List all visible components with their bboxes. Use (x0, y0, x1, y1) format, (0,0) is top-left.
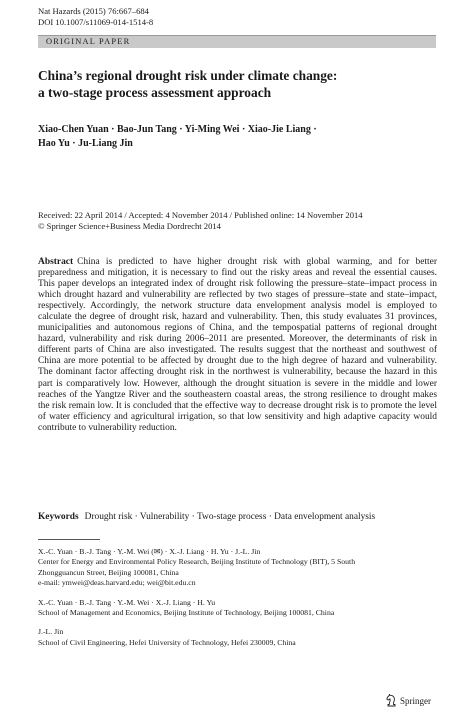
journal-meta (38, 6, 153, 28)
abstract-text: China is predicted to have higher drought risk with global warming, and for better preparedness and mitigation, it is necessary to find out the risky areas and reveal the essential causes. This paper develops an integrated index of drought risk following the pressure–state–impact process in which drought hazard and vulnerability are reflected by two stages of pressure–state and state–impact, respectively. Accordingly, the network structure data envelopment analysis model is employed to calculate the degree of drought risk, hazard and vulnerability. Then, this study evaluates 31 provinces, municipalities and autonomous regions of China, and the tempospatial patterns of regional drought hazard, vulnerability and risk during 2006–2011 are presented. Moreover, the determinants of risk in different parts of China are also investigated. The results suggest that the northeast and southwest of China are more potential to be affected by drought due to the high degree of hazard and vulnerability. The dominant factor affecting drought risk in the northwest is vulnerability, because the hazard in this part is comparatively low. However, although the drought situation is severe in the middle and lower reaches of the Yangtze River and the southeastern coastal areas, the strong resilience to drought makes the risk remain low. It is concluded that the effective way to decrease drought risk is to promote the level of water efficiency and agricultural irrigation, so that low sensitivity and high adaptive capacity would contribute to vulnerability reduction. (38, 257, 437, 433)
footnote-divider (38, 539, 100, 540)
springer-wordmark: Springer (400, 695, 431, 706)
received-accepted-line: Received: 22 April 2014 / Accepted: 4 November 2014 / Published online: 14 November 2014 (38, 210, 363, 220)
title-line: China’s regional drought risk under climate change: (38, 68, 338, 83)
affiliation-line: X.-C. Yuan · B.-J. Tang · Y.-M. Wei (✉) · X.-J. Liang · H. Yu · J.-L. Jin (38, 547, 261, 556)
journal-citation: Nat Hazards (2015) 76:667–684 (38, 6, 149, 16)
affiliation-email: e-mail: ymwei@deas.harvard.edu; wei@bit.edu.cn (38, 578, 196, 588)
affiliation-line: School of Management and Economics, Beijing Institute of Technology, Beijing 100081, China (38, 608, 335, 618)
affiliation-block (38, 627, 458, 648)
keywords-text: Drought risk · Vulnerability · Two-stage process · Data envelopment analysis (84, 512, 376, 522)
affiliation-line: Zhongguancun Street, Beijing 100081, China (38, 567, 179, 577)
affiliation-block (38, 598, 458, 619)
springer-logo (386, 694, 431, 707)
affiliation-block (38, 547, 458, 589)
affiliations (38, 547, 458, 657)
paper-type-banner (38, 35, 436, 48)
affiliation-line: J.-L. Jin (38, 627, 64, 637)
copyright-line: © Springer Science+Business Media Dordrecht 2014 (38, 221, 221, 231)
abstract (38, 257, 437, 434)
springer-chess-knight-icon (386, 694, 397, 707)
publication-dates (38, 210, 448, 232)
keywords (38, 511, 448, 523)
paper-type-label: ORIGINAL PAPER (46, 37, 131, 46)
title-line: a two-stage process assessment approach (38, 85, 272, 100)
affiliation-line: X.-C. Yuan · B.-J. Tang · Y.-M. Wei · X.-J. Liang · H. Yu (38, 597, 216, 607)
authors-line: Xiao-Chen Yuan · Bao-Jun Tang · Yi-Ming Wei · Xiao-Jie Liang · (38, 124, 317, 135)
affiliation-line: School of Civil Engineering, Hefei University of Technology, Hefei 230009, China (38, 637, 296, 647)
paper-title (38, 67, 438, 101)
keywords-label: Keywords (38, 512, 79, 522)
doi: DOI 10.1007/s11069-014-1514-8 (38, 17, 154, 27)
abstract-label: Abstract (38, 257, 74, 267)
affiliation-line: Center for Energy and Environmental Policy Research, Beijing Institute of Technology (BIT), 5 South (38, 557, 356, 567)
authors-line: Hao Yu · Ju-Liang Jin (38, 138, 133, 149)
author-list (38, 123, 438, 151)
